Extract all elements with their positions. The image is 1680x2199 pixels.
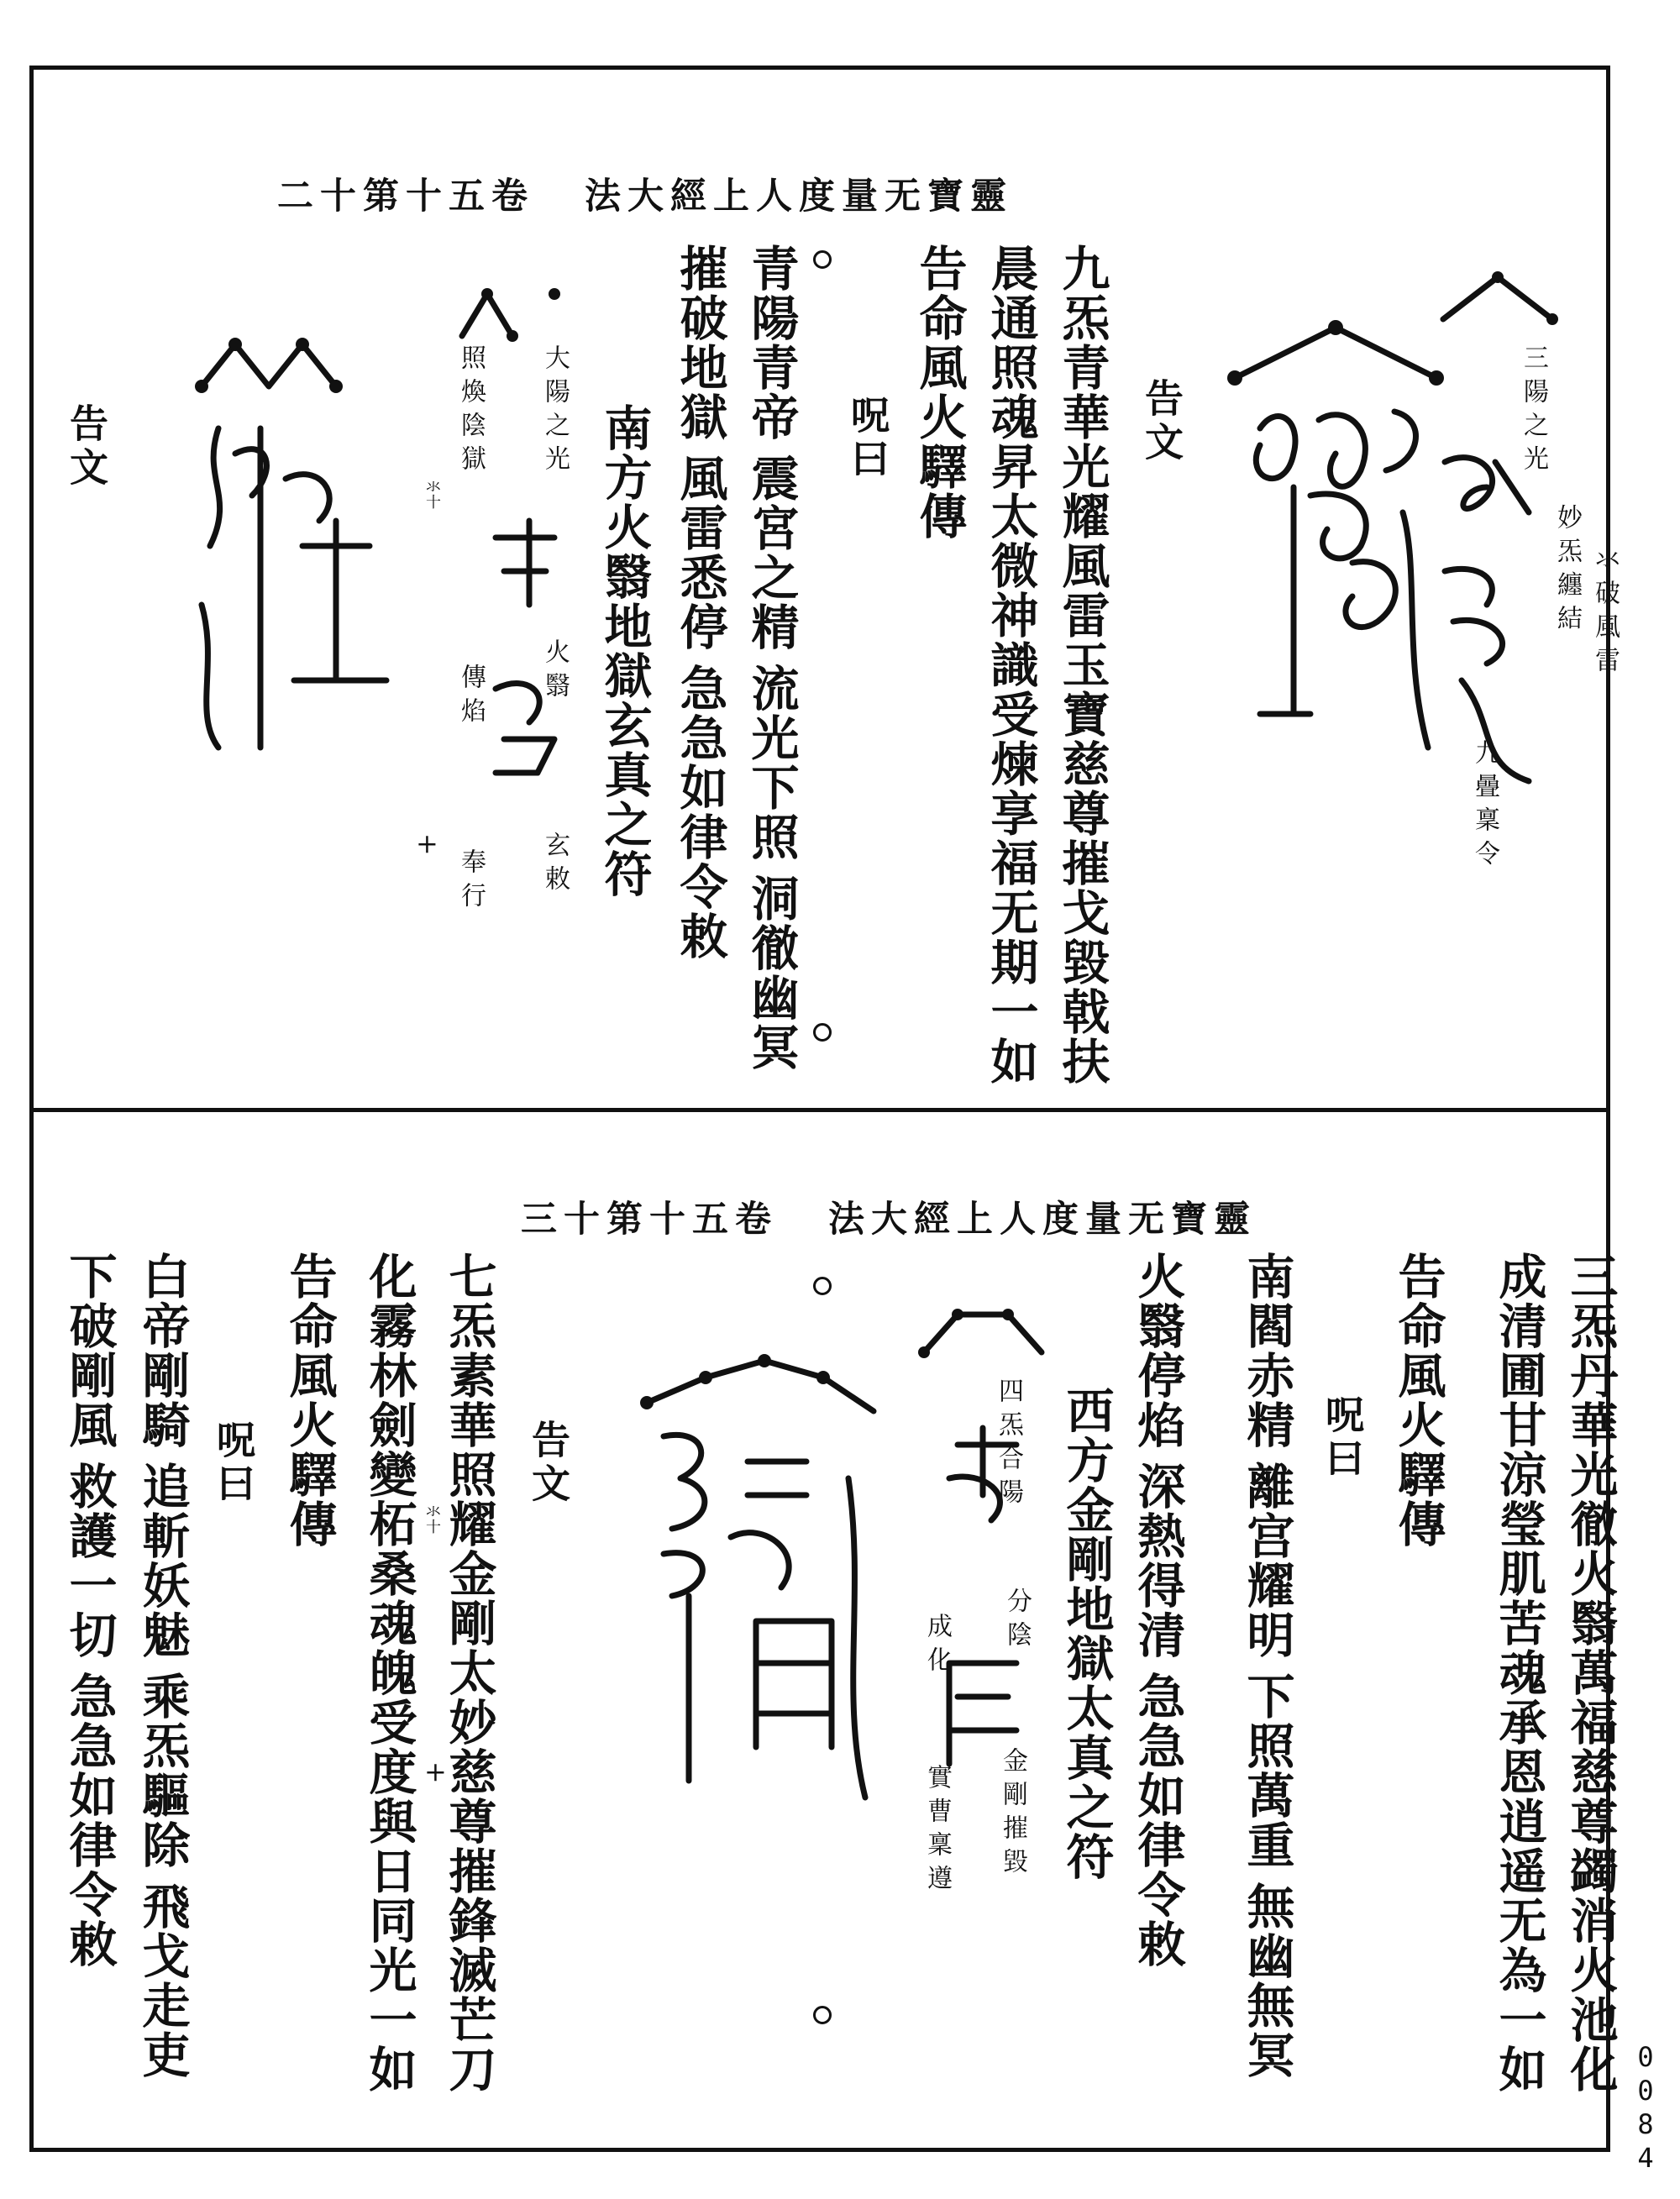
- top-side-gaowen: 告文: [64, 403, 109, 491]
- top-marker-circle: [813, 250, 832, 269]
- talisman-1-far-right-col: 氺破風雷: [1590, 546, 1620, 680]
- talisman-2-mark: 氺十: [423, 479, 441, 509]
- page-number: 0084: [1630, 2041, 1662, 2175]
- bottom-talisman-2-b: 成化: [922, 1613, 952, 1680]
- top-marker-circle-lower: [813, 1023, 832, 1042]
- bottom-text-col-10b: 追斬妖魅: [134, 1462, 191, 1660]
- bottom-talisman-2-a: 四炁合陽: [994, 1378, 1023, 1512]
- talisman-2-label-c: 火翳: [540, 638, 570, 706]
- top-header-volume: 卷五十第十二: [277, 176, 534, 218]
- talisman-2-label-d: 傳焰: [456, 664, 486, 731]
- talisman-2-label-b: 照煥陰獄: [456, 344, 486, 479]
- bottom-text-col-4b: 離宫耀明: [1239, 1462, 1295, 1660]
- bottom-talisman-2-d: 金剛摧毀: [998, 1747, 1027, 1881]
- talisman-1-caption: 三陽之光: [1519, 344, 1548, 479]
- bottom-text-col-4d: 無幽無冥: [1239, 1881, 1295, 2080]
- top-text-col-4b: 震宮之精: [743, 454, 800, 652]
- talisman-2-label-a: 大陽之光: [540, 344, 570, 479]
- bottom-text-col-10a: 白帝剛騎: [134, 1252, 191, 1450]
- bottom-text-col-6: 西方金剛地獄太真之符: [1058, 1386, 1115, 1881]
- bottom-header-title: 靈寶无量度人上經大法: [828, 1199, 1257, 1241]
- top-text-col-5a: 摧破地獄: [672, 244, 728, 442]
- top-text-col-3: 告命風火驛傳: [911, 244, 968, 541]
- top-text-col-1: 九炁青華光耀風雷玉寶慈尊摧戈毀戟扶: [1054, 244, 1110, 1086]
- bottom-marker-circle: [813, 1277, 832, 1295]
- bottom-talisman-2-cap-glyph: [916, 1302, 1050, 1369]
- top-text-col-5c: 急急如律令敕: [672, 664, 728, 961]
- talisman-1-right-col: 妙炁纏結: [1552, 504, 1582, 638]
- top-text-col-5b: 風雷悉停: [672, 454, 728, 652]
- bottom-talisman-2-body-glyph: [932, 1428, 1033, 1764]
- bottom-header-volume: 卷五十第十三: [521, 1199, 778, 1241]
- bottom-text-col-2: 成清圃甘涼瑩肌苦魂承恩逍遥无為一如: [1491, 1252, 1547, 2094]
- top-text-col-4c: 流光下照: [743, 664, 800, 862]
- bottom-running-header: [521, 1191, 1257, 1242]
- bottom-talisman-2-c: 分陰: [1002, 1588, 1032, 1655]
- bottom-talisman-1-seal-glyph: [638, 1344, 890, 1806]
- bottom-text-col-10c: 乘炁驅除: [134, 1672, 191, 1870]
- talisman-3-seal-glyph: [168, 328, 395, 764]
- bottom-text-col-11a: 下破剛風: [61, 1252, 118, 1450]
- talisman-1-cap-glyph: [1435, 269, 1561, 336]
- talisman-2-label-e: 玄敕: [540, 832, 570, 899]
- top-running-header: [277, 168, 1013, 219]
- top-text-col-4d: 洞徹幽冥: [743, 874, 800, 1072]
- bottom-talisman-2-e: 實曹稟遵: [922, 1764, 952, 1898]
- bottom-plus-mark: +: [424, 1756, 447, 1787]
- talisman-2-cap-glyph: [454, 277, 588, 353]
- bottom-text-col-5b: 深熱得清: [1130, 1462, 1186, 1660]
- top-gaowen-label: 告文: [1139, 378, 1184, 465]
- top-text-col-2: 晨通照魂昇太微神識受煉享福无期一如: [983, 244, 1039, 1086]
- bottom-marker-circle-lower: [813, 2006, 832, 2024]
- bottom-text-col-11c: 急急如律令敕: [61, 1672, 118, 1969]
- bottom-text-col-4c: 下照萬重: [1239, 1672, 1295, 1870]
- bottom-text-col-5a: 火翳停焰: [1130, 1252, 1186, 1450]
- bottom-text-col-8: 化霧林劍變柘桑魂魄受度與日同光一如: [361, 1252, 417, 2094]
- bottom-mark: 氺十: [423, 1504, 441, 1534]
- bottom-gaowen-label: 告文: [526, 1420, 571, 1507]
- bottom-text-col-10d: 飛戈走吏: [134, 1881, 191, 2080]
- bottom-text-col-11b: 救護一切: [61, 1462, 118, 1660]
- bottom-text-col-1: 三炁丹華光徹火翳萬福慈尊蠲消火池化: [1562, 1252, 1619, 2094]
- talisman-2-label-f: 奉行: [456, 848, 486, 916]
- talisman-1-bottom-col: 九曡稟令: [1470, 739, 1499, 874]
- top-zhou-label: 呪曰: [845, 395, 890, 482]
- top-text-col-4a: 青陽青帝: [743, 244, 800, 442]
- top-header-title: 靈寶无量度人上經大法: [585, 176, 1013, 218]
- bottom-zhou-label: 呪曰: [1320, 1394, 1365, 1482]
- bottom-text-col-3: 告命風火驛傳: [1390, 1252, 1446, 1549]
- talisman-1-seal-glyph: [1210, 277, 1462, 781]
- bottom-text-col-9: 告命風火驛傳: [281, 1252, 338, 1549]
- bottom-zhou-label-2: 呪曰: [211, 1420, 256, 1507]
- bottom-text-col-5c: 急急如律令敕: [1130, 1672, 1186, 1969]
- bottom-text-col-7: 七炁素華照耀金剛太妙慈尊摧鋒滅芒刀: [441, 1252, 497, 2094]
- talisman-2-plus-mark: +: [416, 827, 438, 859]
- page-divider: [29, 1108, 1610, 1112]
- bottom-text-col-4a: 南閻赤精: [1239, 1252, 1295, 1450]
- top-text-col-6: 南方火翳地獄玄真之符: [596, 403, 653, 899]
